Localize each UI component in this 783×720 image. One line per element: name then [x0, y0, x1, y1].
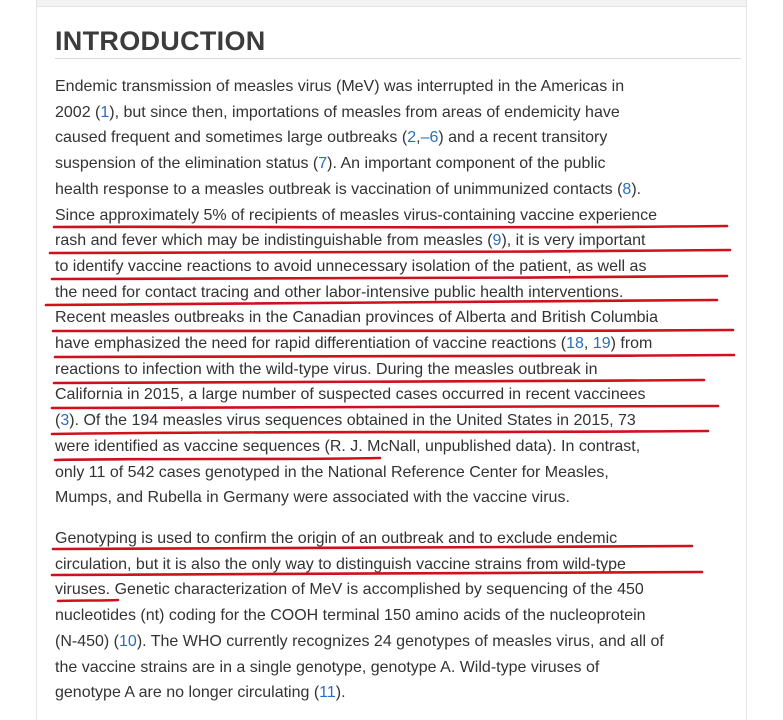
frame-border-right: [746, 0, 747, 720]
text-line: [55, 125, 658, 151]
text-run: viruses. Genetic characterization of MeV is accomplished by sequencing of the 450: [55, 581, 644, 599]
citation-link[interactable]: 1: [100, 103, 110, 121]
citation-link[interactable]: 8: [622, 180, 632, 198]
text-run: nucleotides (nt) coding for the COOH terminal 150 amino acids of the nucleoprotein: [55, 607, 646, 625]
text-line: [55, 331, 658, 357]
text-run: caused frequent and sometimes large outbreaks (: [55, 129, 408, 147]
citation-link[interactable]: 2: [407, 129, 417, 147]
text-line: [55, 655, 664, 681]
text-run: to identify vaccine reactions to avoid unnecessary isolation of the patient, as well as: [55, 257, 647, 275]
text-line: [55, 434, 658, 460]
citation-link[interactable]: 19: [592, 335, 611, 353]
text-line: [55, 680, 664, 706]
text-run: ,: [583, 335, 593, 353]
text-line: [55, 603, 664, 629]
text-line: [55, 74, 658, 100]
text-run: Endemic transmission of measles virus (MeV) was interrupted in the Americas in: [55, 78, 625, 95]
text-run: ), it is very important: [501, 232, 646, 250]
text-run: have emphasized the need for rapid differentiation of vaccine reactions (: [55, 335, 567, 353]
text-run: were identified as vaccine sequences (R. J. McNall, unpublished data). In contrast,: [55, 437, 641, 455]
text-run: health response to a measles outbreak is vaccination of unimmunized contacts (: [55, 180, 623, 198]
frame-border-left: [36, 0, 37, 720]
text-run: suspension of the elimination status (: [55, 155, 319, 173]
text-line: [55, 100, 658, 126]
text-run: ).: [631, 180, 642, 198]
text-run: Since approximately 5% of recipients of measles virus-containing vaccine experience: [55, 206, 658, 224]
paragraph-2: [55, 526, 664, 706]
text-run: circulation, but it is also the only way to distinguish vaccine strains from wild-type: [55, 555, 626, 573]
text-line: [55, 177, 658, 203]
text-run: (: [55, 412, 61, 430]
text-line: [55, 357, 658, 383]
text-run: (N-450) (: [55, 632, 120, 650]
text-run: the vaccine strains are in a single genotype, genotype A. Wild-type viruses of: [55, 658, 600, 676]
text-line: [55, 228, 658, 254]
section-heading: INTRODUCTION: [55, 26, 266, 56]
text-line: [55, 203, 658, 229]
citation-link[interactable]: 7: [318, 155, 328, 173]
text-run: ), but since then, importations of measles from areas of endemicity have: [109, 103, 620, 121]
text-run: ,: [416, 129, 421, 147]
text-run: ).: [335, 684, 346, 702]
citation-link[interactable]: 10: [119, 632, 137, 650]
citation-link[interactable]: 11: [319, 684, 336, 702]
text-run: ) from: [610, 335, 653, 353]
citation-link[interactable]: 3: [60, 412, 70, 430]
text-line: [55, 408, 658, 434]
text-line: [55, 280, 658, 306]
text-run: reactions to infection with the wild-type virus. During the measles outbreak in: [55, 360, 598, 378]
text-run: 2002 (: [55, 103, 101, 121]
text-run: ). Of the 194 measles virus sequences obtained in the United States in 2015, 73: [69, 412, 636, 430]
text-line: [55, 305, 658, 331]
top-strip: [36, 0, 747, 7]
text-run: ). An important component of the public: [327, 155, 606, 173]
heading-divider: [55, 58, 741, 59]
text-run: ) and a recent transitory: [438, 129, 608, 147]
text-run: the need for contact tracing and other labor-intensive public health interventions.: [55, 283, 624, 301]
text-run: Recent measles outbreaks in the Canadian provinces of Alberta and British Columbia: [55, 309, 658, 327]
paragraph-1: [55, 74, 658, 511]
text-run: rash and fever which may be indistinguishable from measles (: [55, 232, 493, 250]
text-run: only 11 of 542 cases genotyped in the National Reference Center for Measles,: [55, 463, 609, 481]
text-run: Genotyping is used to confirm the origin of an outbreak and to exclude endemic: [55, 530, 618, 547]
text-run: ). The WHO currently recognizes 24 genotypes of measles virus, and all of: [136, 632, 664, 650]
text-line: [55, 460, 658, 486]
text-run: genotype A are no longer circulating (: [55, 684, 320, 702]
text-line: [55, 629, 664, 655]
text-line: [55, 485, 658, 511]
citation-link[interactable]: 18: [566, 335, 584, 353]
citation-link[interactable]: 9: [492, 232, 502, 250]
text-line: [55, 552, 664, 578]
text-run: Mumps, and Rubella in Germany were associated with the vaccine virus.: [55, 489, 570, 507]
text-line: [55, 382, 658, 408]
text-line: [55, 151, 658, 177]
text-line: [55, 254, 658, 280]
text-line: [55, 577, 664, 603]
text-line: [55, 526, 664, 552]
citation-link[interactable]: –6: [420, 129, 439, 147]
text-run: California in 2015, a large number of suspected cases occurred in recent vaccinees: [55, 386, 646, 404]
